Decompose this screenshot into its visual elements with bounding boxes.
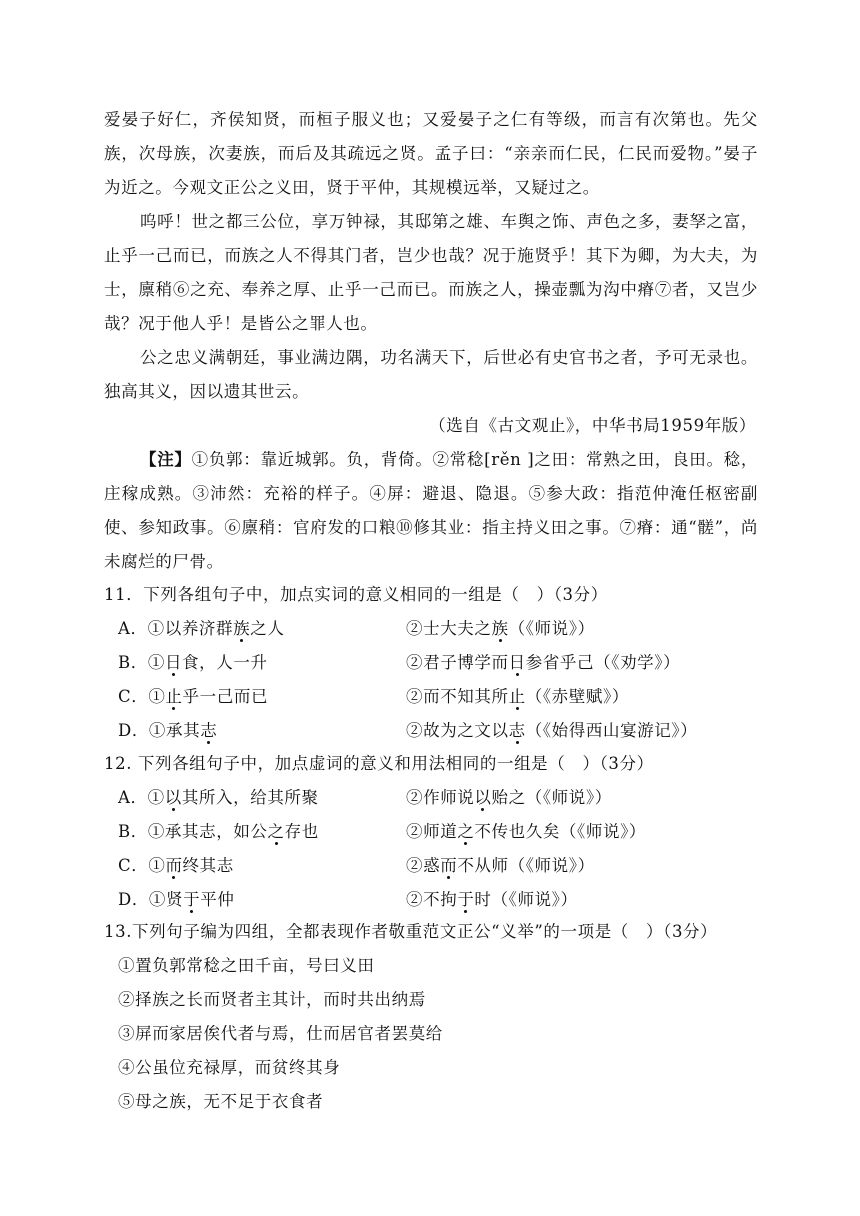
option-text: D．①贤 xyxy=(118,890,184,909)
option-text: 不从师（《师说》） xyxy=(457,856,595,875)
option-text: ②士大夫之 xyxy=(406,619,492,638)
emphasis-dotted-char: 之 xyxy=(457,822,475,841)
emphasis-dotted-char: 以 xyxy=(164,788,182,807)
q12-option-2-sentence-2 xyxy=(406,849,595,883)
option-text: ②不拘 xyxy=(406,890,458,909)
option-text: 时（《师说》） xyxy=(474,890,578,909)
option-text: ②而不知其所 xyxy=(406,687,509,706)
q12-option-3-sentence-2 xyxy=(406,883,578,917)
question-13-item: ④公虽位充禄厚，而贫终其身 xyxy=(118,1058,341,1077)
emphasis-dotted-char: 而 xyxy=(165,856,183,875)
q12-option-2-sentence-1 xyxy=(118,849,234,883)
option-text: （《赤壁赋》） xyxy=(525,687,629,706)
option-text: B．①承其志，如公 xyxy=(118,822,268,841)
question-13-stem: 13.下列句子编为四组，全都表现作者敬重范文正公“义举”的一项是（ ）（3分） xyxy=(104,922,718,941)
option-text: 平仲 xyxy=(200,890,235,909)
emphasis-dotted-char: 而 xyxy=(440,856,458,875)
option-text: 终其志 xyxy=(182,856,234,875)
option-text: B．① xyxy=(118,653,165,672)
option-text: A．① xyxy=(118,788,165,807)
option-text: ②作师说 xyxy=(406,788,475,807)
option-text: 食，人一升 xyxy=(182,653,268,672)
emphasis-dotted-char: 于 xyxy=(183,890,201,909)
option-text: 存也 xyxy=(284,822,319,841)
option-text: ②故为之文以 xyxy=(406,721,509,740)
option-text: D．①承其 xyxy=(118,721,201,740)
question-11-stem: 11．下列各组句子中，加点实词的意义相同的一组是（ ）（3分） xyxy=(104,585,608,604)
emphasis-dotted-char: 志 xyxy=(508,721,526,740)
q12-option-1-sentence-1 xyxy=(118,815,319,849)
option-text: A．①以养济群 xyxy=(118,619,234,638)
note-label: 【注】 xyxy=(140,450,192,469)
option-text: （《始得西山宴游记》） xyxy=(525,721,698,740)
option-text: （《师说》） xyxy=(508,619,595,638)
emphasis-dotted-char: 止 xyxy=(165,687,183,706)
note-text: ①负郭：靠近城郭。负，背倚。②常稔[rěn ]之田：常熟之田，良田。稔，庄稼成熟。③沛然：充裕的样子。④屏：避退、隐退。⑤参大政：指范仲淹任枢密副使、参知政事。⑥廪稍：官府发的口粮⑩修其业：指主持义田之事。⑦瘠：通“髊”，尚未腐烂的尸骨。 xyxy=(104,450,759,571)
passage-paragraph-3: 公之忠义满朝廷，事业满边隅，功名满天下，后世必有史官书之者，予可无录也。独高其义，因以遗其世云。 xyxy=(104,348,758,401)
option-text: 参省乎己（《劝学》） xyxy=(525,653,681,672)
emphasis-dotted-char: 止 xyxy=(508,687,526,706)
question-13-item: ②择族之长而贤者主其计，而时共出纳焉 xyxy=(118,990,426,1009)
option-text: 贻之（《师说》） xyxy=(491,788,612,807)
q11-option-3-sentence-2 xyxy=(406,714,697,748)
q11-option-0-sentence-1 xyxy=(118,612,284,646)
q11-option-3-sentence-1 xyxy=(118,714,217,748)
option-text: 其所入，给其所聚 xyxy=(181,788,319,807)
q11-option-2-sentence-1 xyxy=(118,680,268,714)
q11-option-1-sentence-2 xyxy=(406,646,680,680)
option-text: C．① xyxy=(118,856,166,875)
q12-option-1-sentence-2 xyxy=(406,815,646,849)
passage-source: （选自《古文观止》，中华书局1959年版） xyxy=(429,416,756,435)
question-12-stem: 12. 下列各组句子中，加点虚词的意义和用法相同的一组是（ ）（3分） xyxy=(104,754,654,773)
question-13-item: ③屏而家居俟代者与焉，仕而居官者罢莫给 xyxy=(118,1024,443,1043)
q12-option-0-sentence-2 xyxy=(406,781,612,815)
emphasis-dotted-char: 日 xyxy=(508,653,526,672)
q12-option-0-sentence-1 xyxy=(118,781,319,815)
option-text: ②惑 xyxy=(406,856,441,875)
emphasis-dotted-char: 于 xyxy=(457,890,475,909)
q11-option-1-sentence-1 xyxy=(118,646,268,680)
q12-option-3-sentence-1 xyxy=(118,883,234,917)
option-text: 之人 xyxy=(250,619,285,638)
emphasis-dotted-char: 族 xyxy=(491,619,509,638)
option-text: ②师道 xyxy=(406,822,458,841)
option-text: 不传也久矣（《师说》） xyxy=(474,822,647,841)
emphasis-dotted-char: 日 xyxy=(164,653,183,672)
passage-paragraph-1: 爱晏子好仁，齐侯知贤，而桓子服义也；又爱晏子之仁有等级，而言有次第也。先父族，次母族，次妻族，而后及其疏远之贤。孟子曰：“亲亲而仁民，仁民而爱物。”晏子为近之。今观文正公之义田，贤于平仲，其规模远举，又疑过之。 xyxy=(104,110,758,197)
question-13-item: ⑤母之族，无不足于衣食者 xyxy=(118,1092,324,1111)
q11-option-0-sentence-2 xyxy=(406,612,595,646)
emphasis-dotted-char: 志 xyxy=(200,721,218,740)
passage-paragraph-2: 呜呼！世之都三公位，享万钟禄，其邸第之雄、车舆之饰、声色之多，妻孥之富，止乎一己而已，而族之人不得其门者，岂少也哉？况于施贤乎！其下为卿，为大夫，为士，廪稍⑥之充、奉养之厚、止乎一己而已。而族之人，操壶瓢为沟中瘠⑦者，又岂少哉？况于他人乎！是皆公之罪人也。 xyxy=(104,212,758,333)
emphasis-dotted-char: 以 xyxy=(474,788,492,807)
annotation-note xyxy=(104,443,758,579)
emphasis-dotted-char: 之 xyxy=(267,822,285,841)
emphasis-dotted-char: 族 xyxy=(233,619,251,638)
question-13-item: ①置负郭常稔之田千亩，号曰义田 xyxy=(118,956,375,975)
option-text: C．① xyxy=(118,687,166,706)
q11-option-2-sentence-2 xyxy=(406,680,629,714)
option-text: ②君子博学而 xyxy=(406,653,509,672)
option-text: 乎一己而已 xyxy=(182,687,269,706)
